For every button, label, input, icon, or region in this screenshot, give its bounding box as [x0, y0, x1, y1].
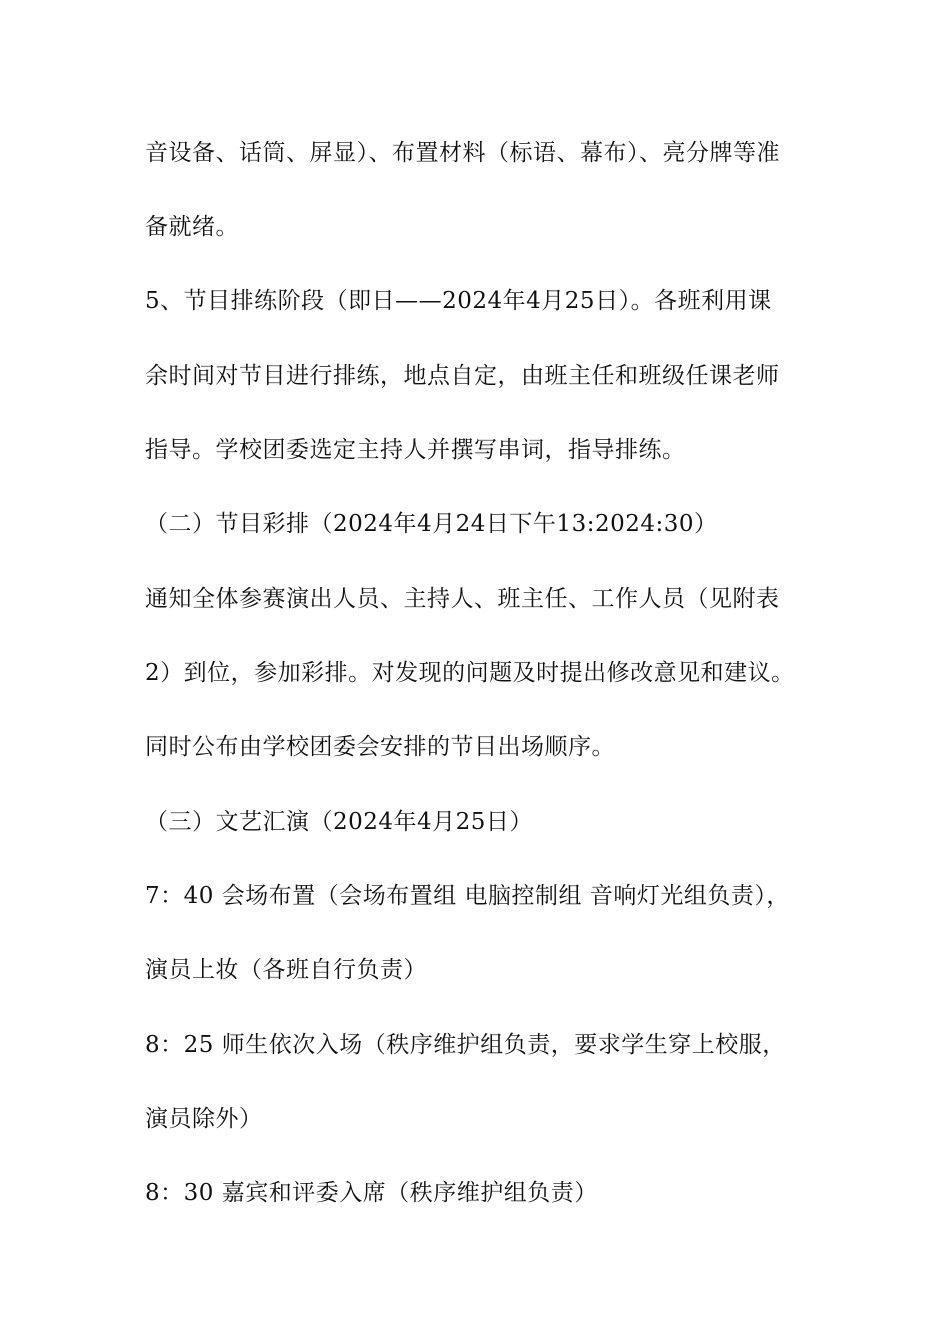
section-heading: （三）文艺汇演（2024年4月25日） [145, 809, 533, 835]
text-line: 音设备、话筒、屏显）、布置材料（标语、幕布）、亮分牌等准 [145, 140, 780, 166]
schedule-item: 8：25 师生依次入场（秩序维护组负责，要求学生穿上校服， [145, 1032, 786, 1058]
text-line: 余时间对节目进行排练，地点自定，由班主任和班级任课老师 [145, 363, 780, 389]
schedule-item: 7：40 会场布置（会场布置组 电脑控制组 音响灯光组负责）， [145, 883, 790, 909]
text-line: 同时公布由学校团委会安排的节目出场顺序。 [145, 734, 615, 760]
text-line: 指导。学校团委选定主持人并撰写串词，指导排练。 [145, 437, 686, 463]
text-line: 备就绪。 [145, 214, 239, 240]
text-line: 2）到位，参加彩排。对发现的问题及时提出修改意见和建议。 [145, 660, 795, 686]
schedule-item: 8：30 嘉宾和评委入席（秩序维护组负责） [145, 1180, 598, 1206]
text-line: 5、节目排练阶段（即日——2024年4月25日）。各班利用课 [145, 288, 772, 314]
text-line: 通知全体参赛演出人员、主持人、班主任、工作人员（见附表 [145, 586, 780, 612]
section-heading: （二）节目彩排（2024年4月24日下午13:2024:30） [145, 511, 718, 537]
text-line: 演员除外） [145, 1106, 263, 1132]
text-line: 演员上妆（各班自行负责） [145, 957, 427, 983]
